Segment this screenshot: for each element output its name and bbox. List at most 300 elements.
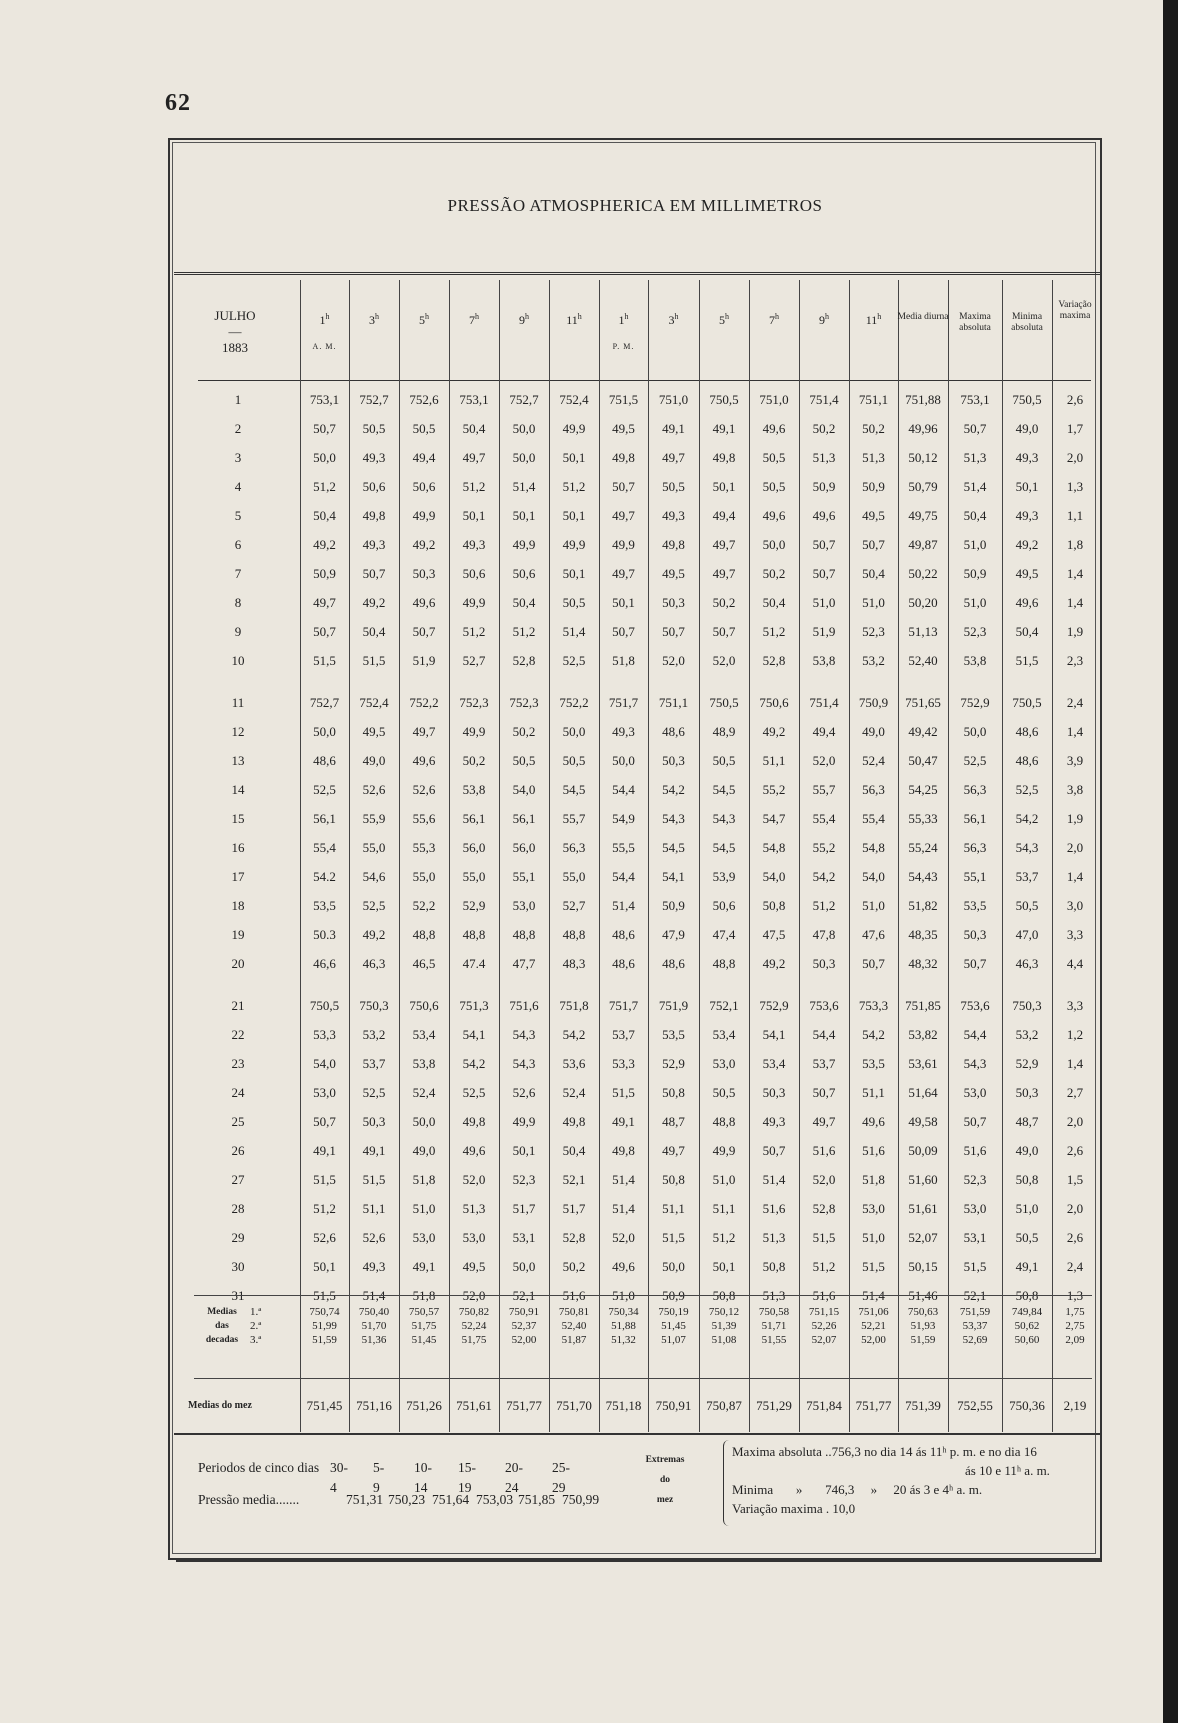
table-cell: 51,4 <box>612 898 635 913</box>
table-cell: 49,9 <box>562 537 586 552</box>
table-cell: 2,4 <box>1066 1259 1084 1274</box>
table-cell: 49,2 <box>412 537 436 552</box>
table-cell: 752,1 <box>709 998 739 1013</box>
table-cell: 50,0 <box>412 1114 436 1129</box>
table-cell: 1,4 <box>1066 869 1084 884</box>
table-cell: 53,1 <box>512 1230 536 1245</box>
table-cell: 51,4 <box>612 1201 635 1216</box>
day-label: 11 <box>231 695 245 710</box>
table-cell: 50,5 <box>512 753 536 768</box>
table-cell: 51,0 <box>1015 1201 1039 1216</box>
table-cell: 750,5 <box>1012 695 1042 710</box>
table-cell: 51,3 <box>862 450 885 465</box>
extremas-brace <box>723 1440 732 1526</box>
table-cell: 54,8 <box>762 840 786 855</box>
table-cell: 50,5 <box>712 753 736 768</box>
decada-cell: 51,88 <box>611 1320 636 1332</box>
table-cell: 55,4 <box>812 811 836 826</box>
table-cell: 50,7 <box>412 624 436 639</box>
table-cell: 55,9 <box>362 811 386 826</box>
day-label: 30 <box>231 1259 245 1274</box>
table-cell: 54,0 <box>512 782 536 797</box>
table-cell: 50,4 <box>762 595 786 610</box>
table-cell: 48,3 <box>562 956 586 971</box>
table-cell: 52,5 <box>362 1085 386 1100</box>
table-cell: 49,7 <box>662 1143 685 1158</box>
decada-cell: 52,24 <box>461 1320 487 1332</box>
table-cell: 50,1 <box>562 566 586 581</box>
table-cell: 51,13 <box>908 624 938 639</box>
extremas-label-line: mez <box>656 1495 674 1505</box>
table-cell: 49,8 <box>462 1114 486 1129</box>
table-cell: 50,7 <box>963 1114 987 1129</box>
table-cell: 51,3 <box>812 450 836 465</box>
table-cell: 50,4 <box>1015 624 1039 639</box>
day-label: 21 <box>231 998 245 1013</box>
decada-cell: 750,81 <box>558 1306 590 1318</box>
decada-name: 2.ª <box>250 1320 262 1332</box>
table-cell: 1,4 <box>1066 595 1084 610</box>
decada-cell: 750,74 <box>309 1306 340 1318</box>
table-cell: 53,2 <box>362 1027 386 1042</box>
table-cell: 50,12 <box>908 450 938 465</box>
decada-cell: 51,32 <box>611 1334 636 1346</box>
pressure-row <box>198 1490 600 1510</box>
table-cell: 51,6 <box>862 1143 885 1158</box>
mez-cell: 750,87 <box>706 1398 742 1413</box>
day-label: 27 <box>231 1172 245 1187</box>
day-label: 24 <box>231 1085 245 1100</box>
table-cell: 51,8 <box>862 1172 885 1187</box>
table-cell: 52,8 <box>762 653 786 668</box>
decada-cell: 751,06 <box>858 1306 889 1318</box>
table-cell: 52,6 <box>362 1230 386 1245</box>
table-cell: 51,2 <box>313 479 336 494</box>
table-cell: 49,9 <box>512 537 536 552</box>
day-label: 1 <box>234 392 242 407</box>
table-cell: 53,0 <box>963 1085 987 1100</box>
table-cell: 52,7 <box>562 898 586 913</box>
table-cell: 50,7 <box>612 624 635 639</box>
table-cell: 750,3 <box>359 998 389 1013</box>
table-cell: 52,07 <box>908 1230 938 1245</box>
table-cell: 750,6 <box>409 998 439 1013</box>
table-cell: 51,6 <box>762 1201 786 1216</box>
table-cell: 56,3 <box>862 782 885 797</box>
table-cell: 50,7 <box>812 1085 836 1100</box>
day-label: 31 <box>231 1288 245 1303</box>
table-cell: 53,0 <box>462 1230 486 1245</box>
decada-cell: 52,37 <box>511 1320 537 1332</box>
table-cell: 49,8 <box>562 1114 586 1129</box>
table-cell: 49,4 <box>712 508 736 523</box>
table-cell: 50,7 <box>862 956 885 971</box>
table-cell: 50,1 <box>1015 479 1039 494</box>
table-cell: 1,9 <box>1066 811 1084 826</box>
table-cell: 49,7 <box>812 1114 836 1129</box>
table-cell: 55,1 <box>963 869 987 884</box>
table-cell: 54,2 <box>662 782 685 797</box>
table-cell: 50,79 <box>908 479 938 494</box>
table-cell: 50,1 <box>712 479 736 494</box>
table-cell: 751,3 <box>459 998 489 1013</box>
decada-cell: 50,60 <box>1014 1334 1040 1346</box>
table-cell: 49,6 <box>762 421 786 436</box>
hour-header: 11$^h$ <box>865 312 882 327</box>
table-cell: 54,25 <box>908 782 938 797</box>
table-cell: 54,5 <box>662 840 685 855</box>
table-cell: 50,1 <box>712 1259 736 1274</box>
table-cell: 751,7 <box>608 695 639 710</box>
decada-cell: 52,00 <box>861 1334 886 1346</box>
stat-header: Media diurna <box>897 312 949 322</box>
table-cell: 54,2 <box>1015 811 1039 826</box>
table-cell: 53,3 <box>612 1056 635 1071</box>
pressure-value: 751,64 <box>432 1492 470 1507</box>
hour-header: 1$^h$ P. M. <box>612 312 635 351</box>
table-cell: 46,5 <box>412 956 436 971</box>
table-cell: 50,2 <box>562 1259 586 1274</box>
hour-header: 7$^h$ <box>769 312 779 327</box>
table-cell: 54,3 <box>512 1056 536 1071</box>
mez-cell: 750,91 <box>655 1398 692 1413</box>
decada-cell: 51,45 <box>411 1334 437 1346</box>
table-cell: 51,4 <box>512 479 536 494</box>
table-cell: 52,0 <box>462 1172 486 1187</box>
table-cell: 49,5 <box>662 566 685 581</box>
table-cell: 51,9 <box>412 653 436 668</box>
footer-rule <box>174 1433 1100 1435</box>
table-cell: 53,0 <box>512 898 536 913</box>
table-cell: 55,7 <box>812 782 836 797</box>
table-cell: 53,6 <box>562 1056 586 1071</box>
table-cell: 52,4 <box>862 753 885 768</box>
table-cell: 51,6 <box>812 1288 836 1303</box>
table-cell: 49,6 <box>762 508 786 523</box>
table-cell: 50,0 <box>512 421 536 436</box>
section-rule <box>194 1378 1092 1379</box>
table-cell: 47,0 <box>1015 927 1039 942</box>
table-cell: 52,6 <box>313 1230 336 1245</box>
table-cell: 49,1 <box>712 421 736 436</box>
table-cell: 2,3 <box>1066 653 1084 668</box>
table-cell: 750,5 <box>709 695 739 710</box>
mez-cell: 751,16 <box>356 1398 392 1413</box>
table-cell: 55,33 <box>908 811 938 826</box>
table-cell: 51,8 <box>612 653 635 668</box>
table-cell: 50,3 <box>812 956 836 971</box>
table-cell: 51,2 <box>462 624 486 639</box>
hour-header: 9$^h$ <box>519 312 529 327</box>
table-cell: 54,3 <box>1015 840 1039 855</box>
month-header <box>200 308 270 356</box>
table-cell: 752,3 <box>459 695 489 710</box>
table-cell: 51,8 <box>412 1172 436 1187</box>
decada-cell: 1,75 <box>1065 1306 1085 1318</box>
day-label: 4 <box>234 479 242 494</box>
table-cell: 54,2 <box>862 1027 885 1042</box>
mez-cell: 751,18 <box>605 1398 642 1413</box>
table-cell: 753,1 <box>459 392 489 407</box>
table-cell: 51,5 <box>1015 653 1039 668</box>
table-cell: 54,1 <box>462 1027 486 1042</box>
mez-cell: 751,45 <box>306 1398 343 1413</box>
table-cell: 50,0 <box>662 1259 685 1274</box>
table-cell: 51,2 <box>512 624 536 639</box>
table-cell: 53,4 <box>762 1056 786 1071</box>
table-cell: 49,9 <box>562 421 586 436</box>
table-cell: 53,0 <box>712 1056 736 1071</box>
decada-cell: 52,07 <box>811 1334 837 1346</box>
table-cell: 50,9 <box>812 479 836 494</box>
day-label: 6 <box>234 537 242 552</box>
table-cell: 56,3 <box>963 840 987 855</box>
table-cell: 50,1 <box>512 508 536 523</box>
day-label: 25 <box>231 1114 245 1129</box>
decada-cell: 52,40 <box>561 1320 587 1332</box>
periods-row <box>198 1458 570 1495</box>
table-cell: 750,6 <box>759 695 789 710</box>
table-cell: 54,3 <box>963 1056 987 1071</box>
table-cell: 50,8 <box>662 1172 685 1187</box>
table-cell: 50,3 <box>662 595 685 610</box>
table-cell: 50,5 <box>1015 898 1039 913</box>
pressure-label: Pressão media....... <box>198 1492 300 1507</box>
table-cell: 52,7 <box>462 653 486 668</box>
decadas-label-line: decadas <box>205 1335 239 1345</box>
extrema-min: Minima » 746,3 » 20 ás 3 e 4ʰ a. m. <box>732 1482 983 1497</box>
table-cell: 2,4 <box>1066 695 1084 710</box>
table-cell: 55,1 <box>512 869 536 884</box>
table-cell: 51,0 <box>812 595 836 610</box>
table-cell: 3,0 <box>1066 898 1084 913</box>
table-cell: 53,9 <box>712 869 736 884</box>
table-cell: 49,0 <box>1015 421 1039 436</box>
table-cell: 47,9 <box>662 927 685 942</box>
decada-cell: 51,59 <box>910 1334 936 1346</box>
mez-cell: 751,39 <box>905 1398 941 1413</box>
table-cell: 752,9 <box>960 695 990 710</box>
table-cell: 51,5 <box>313 1288 336 1303</box>
table-cell: 50,2 <box>862 421 885 436</box>
table-cell: 750,3 <box>1012 998 1042 1013</box>
periods-label: Periodos de cinco dias <box>198 1460 320 1475</box>
table-cell: 54,3 <box>512 1027 536 1042</box>
table-cell: 2,0 <box>1066 450 1084 465</box>
table-title: PRESSÃO ATMOSPHERICA EM MILLIMETROS <box>447 196 823 215</box>
table-cell: 55,7 <box>562 811 586 826</box>
table-cell: 50,7 <box>762 1143 786 1158</box>
table-cell: 50,5 <box>562 595 586 610</box>
table-cell: 51,5 <box>662 1230 685 1245</box>
table-cell: 53,5 <box>313 898 336 913</box>
table-cell: 50,7 <box>313 624 336 639</box>
table-cell: 51,2 <box>462 479 486 494</box>
table-cell: 751,5 <box>608 392 639 407</box>
table-cell: 50,2 <box>812 421 836 436</box>
table-cell: 49,3 <box>662 508 685 523</box>
table-cell: 50,6 <box>512 566 536 581</box>
table-cell: 48,35 <box>908 927 938 942</box>
table-cell: 48,8 <box>512 927 536 942</box>
day-label: 23 <box>231 1056 245 1071</box>
period-value: 15-19 <box>458 1460 476 1495</box>
table-cell: 53,7 <box>612 1027 635 1042</box>
mez-cell: 2,19 <box>1063 1398 1087 1413</box>
table-cell: 50,8 <box>1015 1172 1039 1187</box>
table-cell: 52,3 <box>963 1172 987 1187</box>
table-cell: 51,4 <box>963 479 987 494</box>
table-cell: 49,9 <box>712 1143 736 1158</box>
period-value: 5-9 <box>373 1460 385 1495</box>
table-cell: 52,40 <box>908 653 938 668</box>
day-label: 14 <box>231 782 245 797</box>
table-cell: 50,0 <box>512 450 536 465</box>
table-cell: 52,6 <box>512 1085 536 1100</box>
table-cell: 49,1 <box>612 1114 635 1129</box>
table-cell: 51,0 <box>412 1201 436 1216</box>
table-cell: 50,3 <box>412 566 436 581</box>
table-cell: 53,4 <box>412 1027 436 1042</box>
table-cell: 50,4 <box>462 421 486 436</box>
decada-cell: 52,00 <box>511 1334 537 1346</box>
table-cell: 50,1 <box>562 450 586 465</box>
table-cell: 752,2 <box>409 695 439 710</box>
table-cell: 48,6 <box>612 927 635 942</box>
table-cell: 52,4 <box>562 1085 586 1100</box>
hour-header: 5$^h$ <box>419 312 429 327</box>
table-cell: 49,6 <box>412 595 436 610</box>
decada-cell: 51,71 <box>761 1320 787 1332</box>
table-cell: 50,6 <box>362 479 386 494</box>
table-cell: 750,5 <box>709 392 739 407</box>
table-cell: 51,4 <box>862 1288 885 1303</box>
table-cell: 49,6 <box>412 753 436 768</box>
table-cell: 49,2 <box>362 595 386 610</box>
table-cell: 49,7 <box>612 508 635 523</box>
decada-cell: 750,19 <box>658 1306 689 1318</box>
table-cell: 50,9 <box>862 479 885 494</box>
table-cell: 752,7 <box>359 392 389 407</box>
table-cell: 49,3 <box>762 1114 786 1129</box>
hour-header: 3$^h$ <box>369 312 379 327</box>
table-cell: 54,7 <box>762 811 786 826</box>
table-cell: 54,2 <box>562 1027 586 1042</box>
table-cell: 2,0 <box>1066 840 1084 855</box>
decada-cell: 51,55 <box>761 1334 787 1346</box>
table-cell: 50,47 <box>908 753 938 768</box>
table-cell: 55,6 <box>412 811 436 826</box>
table-cell: 50,6 <box>462 566 486 581</box>
table-cell: 52,6 <box>412 782 436 797</box>
decada-cell: 750,58 <box>758 1306 790 1318</box>
table-cell: 753,3 <box>858 998 889 1013</box>
table-cell: 49,8 <box>612 1143 635 1158</box>
table-cell: 50,0 <box>762 537 786 552</box>
mez-cell: 751,84 <box>806 1398 842 1413</box>
table-cell: 49,58 <box>908 1114 938 1129</box>
day-label: 10 <box>231 653 245 668</box>
table-cell: 50,22 <box>908 566 938 581</box>
table-cell: 50,8 <box>662 1085 685 1100</box>
table-cell: 51,2 <box>562 479 586 494</box>
table-cell: 49,0 <box>412 1143 436 1158</box>
table-cell: 51,5 <box>612 1085 635 1100</box>
period-value: 10-14 <box>414 1460 432 1495</box>
table-cell: 51,64 <box>908 1085 938 1100</box>
table-cell: 50,3 <box>762 1085 786 1100</box>
hour-header: 7$^h$ <box>469 312 479 327</box>
table-cell: 49,6 <box>1015 595 1039 610</box>
table-cell: 753,1 <box>960 392 990 407</box>
table-cell: 52,0 <box>812 1172 836 1187</box>
mez-cell: 751,29 <box>756 1398 792 1413</box>
table-cell: 52,5 <box>963 753 987 768</box>
table-cell: 49,1 <box>313 1143 336 1158</box>
table-cell: 51,4 <box>562 624 586 639</box>
table-cell: 48,6 <box>612 956 635 971</box>
table-cell: 54,5 <box>712 840 736 855</box>
table-cell: 752,3 <box>509 695 539 710</box>
table-cell: 48,6 <box>313 753 336 768</box>
table-cell: 2,6 <box>1066 392 1084 407</box>
table-cell: 53,2 <box>862 653 885 668</box>
decadas-names <box>250 1305 261 1347</box>
table-cell: 51,4 <box>362 1288 386 1303</box>
table-cell: 46,3 <box>1015 956 1039 971</box>
day-label: 16 <box>231 840 245 855</box>
table-cell: 53,8 <box>812 653 836 668</box>
table-cell: 53,7 <box>812 1056 836 1071</box>
table-cell: 751,9 <box>658 998 689 1013</box>
day-label: 8 <box>234 595 242 610</box>
table-cell: 50,4 <box>963 508 987 523</box>
table-cell: 50,1 <box>562 508 586 523</box>
table-cell: 56,0 <box>512 840 536 855</box>
table-cell: 55,0 <box>412 869 436 884</box>
extremas-list <box>732 1442 1050 1518</box>
table-cell: 54,4 <box>612 782 635 797</box>
table-cell: 48,6 <box>662 724 685 739</box>
table-cell: 50,8 <box>1015 1288 1039 1303</box>
table-cell: 50,7 <box>313 421 336 436</box>
table-cell: 56,1 <box>512 811 536 826</box>
table-cell: 751,88 <box>905 392 941 407</box>
table-cell: 56,1 <box>313 811 336 826</box>
decada-cell: 52,21 <box>861 1320 886 1332</box>
table-cell: 51,61 <box>908 1201 938 1216</box>
table-cell: 48,7 <box>662 1114 685 1129</box>
table-cell: 52,0 <box>612 1230 635 1245</box>
table-cell: 46,6 <box>313 956 336 971</box>
table-cell: 47,6 <box>862 927 885 942</box>
hour-header: 9$^h$ <box>819 312 829 327</box>
day-label: 17 <box>231 869 245 884</box>
table-cell: 50,9 <box>313 566 336 581</box>
table-cell: 2,6 <box>1066 1230 1084 1245</box>
table-cell: 751,0 <box>759 392 789 407</box>
table-cell: 50,3 <box>662 753 685 768</box>
mez-cell: 751,61 <box>456 1398 492 1413</box>
title-rule <box>174 272 1100 275</box>
table-cell: 50,2 <box>762 566 786 581</box>
table-cell: 51,5 <box>362 653 386 668</box>
table-cell: 51,46 <box>908 1288 938 1303</box>
table-cell: 52,8 <box>812 1201 836 1216</box>
table-cell: 49,3 <box>612 724 635 739</box>
decada-cell: 750,34 <box>608 1306 639 1318</box>
day-label: 15 <box>231 811 245 826</box>
